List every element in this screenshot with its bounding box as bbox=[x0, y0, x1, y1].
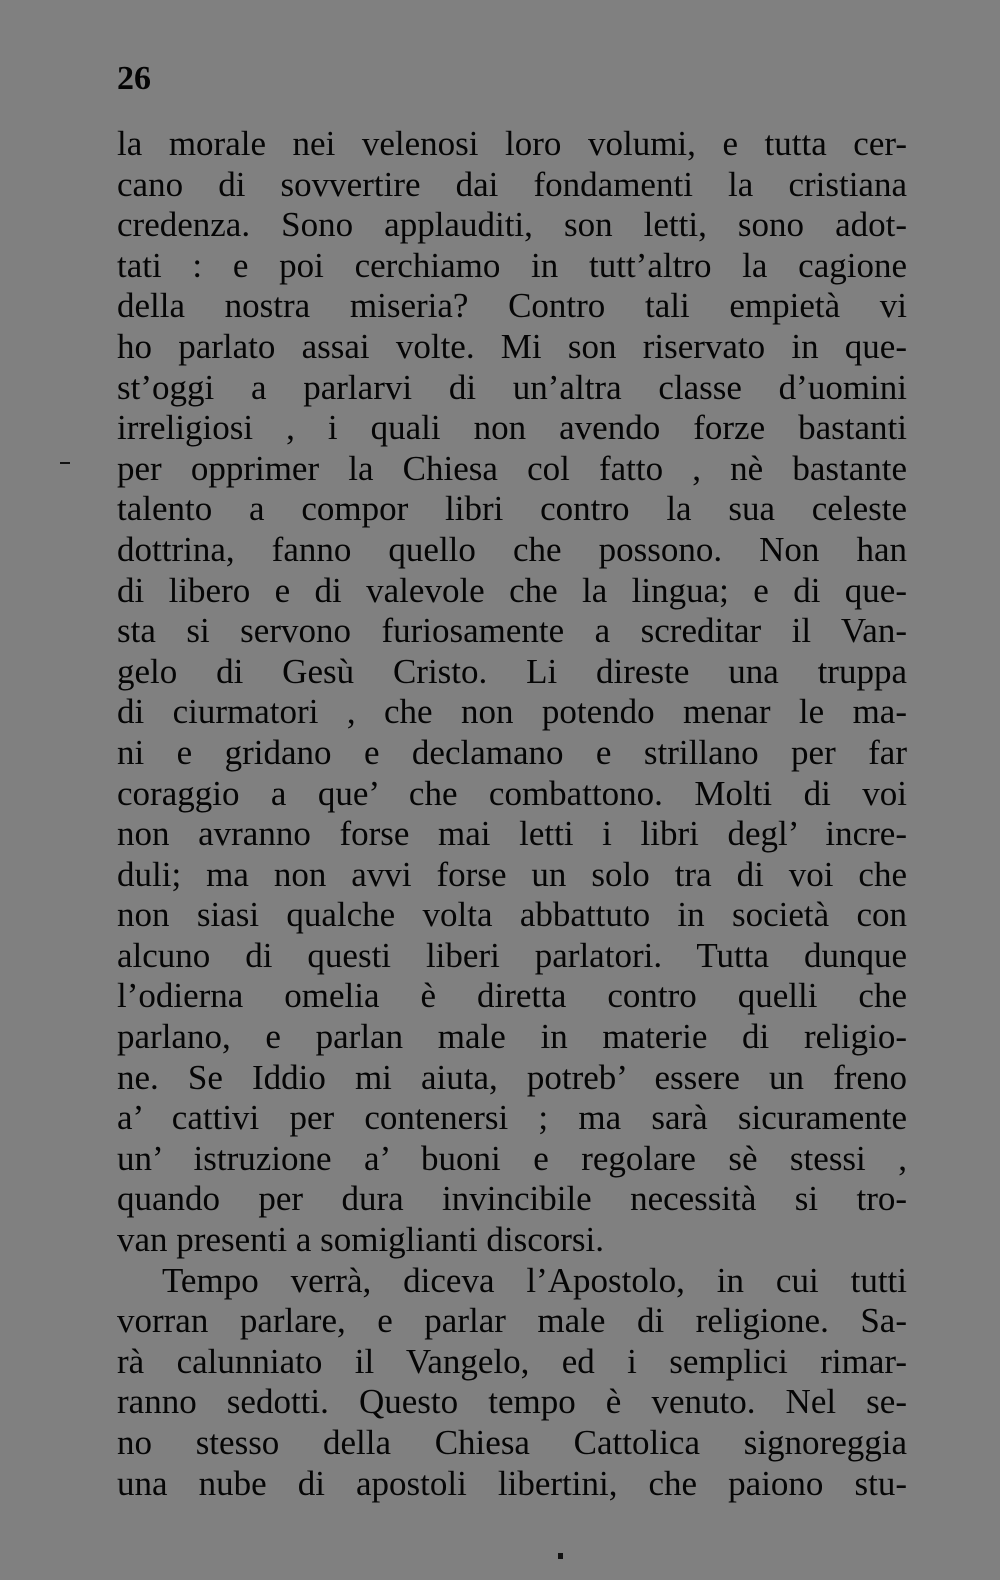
text-line: vorran parlare, e parlar male di religione. Sa- bbox=[117, 1301, 907, 1341]
text-line: irreligiosi , i quali non avendo forze bastanti bbox=[117, 408, 907, 448]
text-line: per opprimer la Chiesa col fatto , nè bastante bbox=[117, 448, 907, 488]
text-line: una nube di apostoli libertini, che paiono stu- bbox=[117, 1463, 907, 1503]
text-line: non avranno forse mai letti i libri degl’ incre- bbox=[117, 814, 907, 854]
text-line: parlano, e parlan male in materie di religio- bbox=[117, 1017, 907, 1057]
page-number: 26 bbox=[117, 60, 151, 97]
text-line: quando per dura invincibile necessità si tro- bbox=[117, 1179, 907, 1219]
text-line: Tempo verrà, diceva l’Apostolo, in cui tutti bbox=[162, 1260, 907, 1300]
text-line: di libero e di valevole che la lingua; e di que- bbox=[117, 570, 907, 610]
body-text bbox=[117, 124, 907, 1504]
text-line: st’oggi a parlarvi di un’altra classe d’uomini bbox=[117, 367, 907, 407]
text-line: della nostra miseria? Contro tali empietà vi bbox=[117, 286, 907, 326]
text-line: van presenti a somiglianti discorsi. bbox=[117, 1220, 604, 1260]
margin-mark bbox=[60, 462, 70, 464]
text-line: rà calunniato il Vangelo, ed i semplici rimar- bbox=[117, 1341, 907, 1381]
text-line: ne. Se Iddio mi aiuta, potreb’ essere un freno bbox=[117, 1057, 907, 1097]
text-line: ni e gridano e declamano e strillano per far bbox=[117, 732, 907, 772]
text-line: l’odierna omelia è diretta contro quelli che bbox=[117, 976, 907, 1016]
text-line: coraggio a que’ che combattono. Molti di voi bbox=[117, 773, 907, 813]
text-line: alcuno di questi liberi parlatori. Tutta dunque bbox=[117, 935, 907, 975]
text-line: sta si servono furiosamente a screditar il Van- bbox=[117, 611, 907, 651]
text-line: a’ cattivi per contenersi ; ma sarà sicuramente bbox=[117, 1098, 907, 1138]
text-line: dottrina, fanno quello che possono. Non han bbox=[117, 529, 907, 569]
text-line: tati : e poi cerchiamo in tutt’altro la cagione bbox=[117, 245, 907, 285]
text-line: talento a compor libri contro la sua celeste bbox=[117, 489, 907, 529]
text-line: cano di sovvertire dai fondamenti la cristiana bbox=[117, 164, 907, 204]
text-line: no stesso della Chiesa Cattolica signoreggia bbox=[117, 1423, 907, 1462]
text-line: la morale nei velenosi loro volumi, e tutta cer- bbox=[117, 124, 907, 163]
text-line: gelo di Gesù Cristo. Li direste una truppa bbox=[117, 651, 907, 691]
printer-mark bbox=[558, 1553, 563, 1559]
text-line: ranno sedotti. Questo tempo è venuto. Nel se- bbox=[117, 1382, 907, 1422]
text-line: di ciurmatori , che non potendo menar le ma- bbox=[117, 692, 907, 732]
text-line: ho parlato assai volte. Mi son riservato in que- bbox=[117, 326, 907, 366]
text-line: credenza. Sono applauditi, son letti, sono adot- bbox=[117, 205, 907, 245]
text-line: un’ istruzione a’ buoni e regolare sè stessi , bbox=[117, 1138, 907, 1178]
text-line: duli; ma non avvi forse un solo tra di voi che bbox=[117, 854, 907, 894]
text-line: non siasi qualche volta abbattuto in società con bbox=[117, 895, 907, 935]
